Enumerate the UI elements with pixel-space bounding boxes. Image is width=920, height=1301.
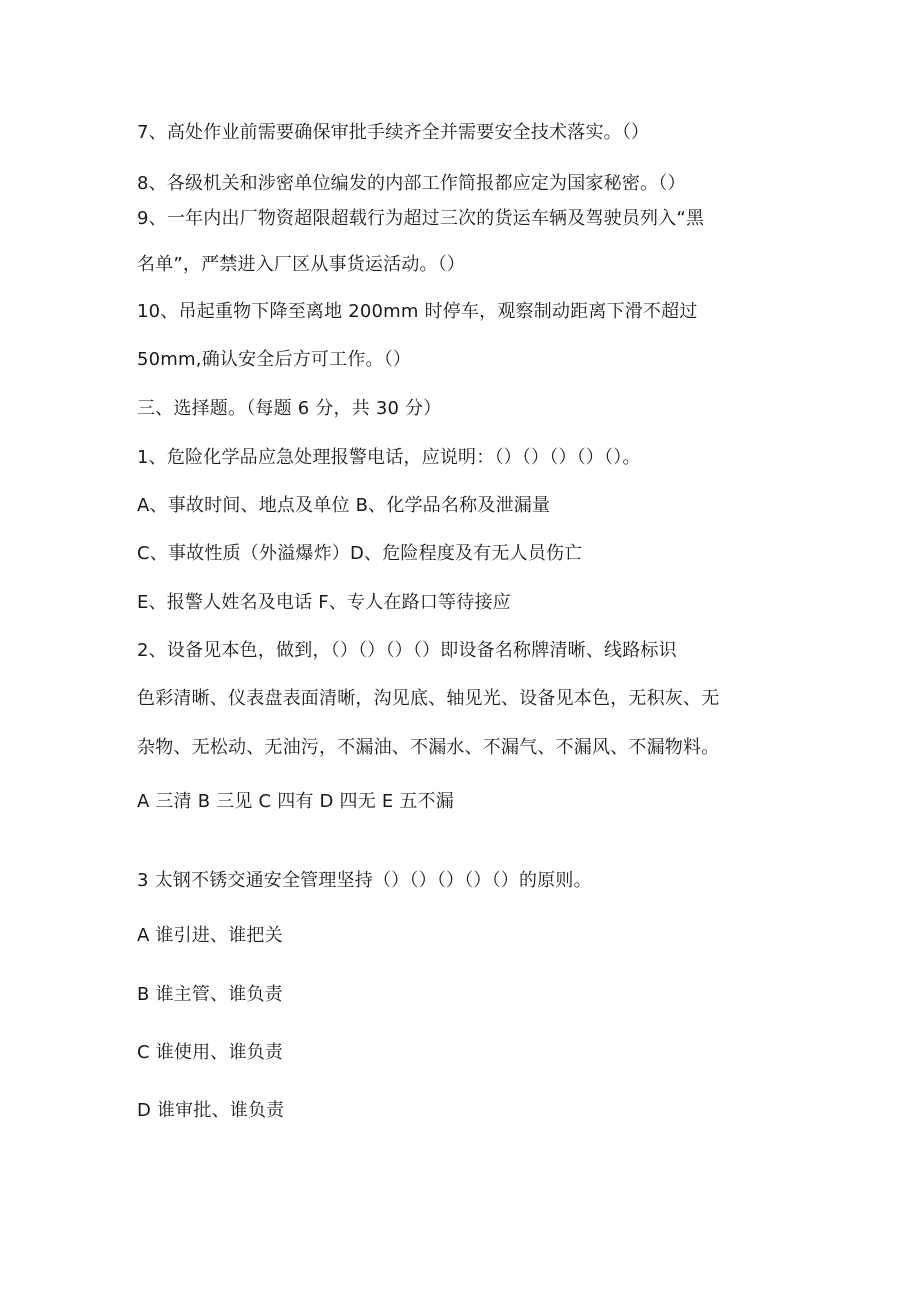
choice-1-options-ef: E、报警人姓名及电话 F、专人在路口等待接应 — [137, 592, 511, 613]
choice-3-option-a: A 谁引进、谁把关 — [137, 925, 283, 946]
question-9-line-2: 名单”，严禁进入厂区从事货运活动。（） — [137, 254, 466, 275]
question-9-line-1: 9、一年内出厂物资超限超载行为超过三次的货运车辆及驾驶员列入“黑 — [137, 208, 705, 229]
question-7: 7、高处作业前需要确保审批手续齐全并需要安全技术落实。（） — [137, 122, 650, 143]
choice-question-1: 1、危险化学品应急处理报警电话，应说明：（）（）（）（）（）。 — [137, 447, 641, 468]
choice-question-2-line-2: 色彩清晰、仪表盘表面清晰，沟见底、轴见光、设备见本色，无积灰、无 — [137, 688, 720, 709]
choice-3-option-d: D 谁审批、谁负责 — [137, 1100, 285, 1121]
choice-question-3: 3 太钢不锈交通安全管理坚持（）（）（）（）（）的原则。 — [137, 870, 592, 891]
choice-3-option-c: C 谁使用、谁负责 — [137, 1042, 284, 1063]
choice-3-option-b: B 谁主管、谁负责 — [137, 984, 283, 1005]
section-heading: 三、选择题。（每题 6 分，共 30 分） — [137, 398, 442, 419]
question-10-line-1: 10、吊起重物下降至离地 200mm 时停车，观察制动距离下滑不超过 — [137, 301, 698, 322]
choice-question-2-line-1: 2、设备见本色，做到，（）（）（）（）即设备名称牌清晰、线路标识 — [137, 640, 677, 661]
choice-1-options-cd: C、事故性质（外溢爆炸）D、危险程度及有无人员伤亡 — [137, 543, 583, 564]
choice-1-options-ab: A、事故时间、地点及单位 B、化学品名称及泄漏量 — [137, 495, 551, 516]
question-10-line-2: 50mm,确认安全后方可工作。（） — [137, 349, 412, 370]
question-8: 8、各级机关和涉密单位编发的内部工作简报都应定为国家秘密。（） — [137, 173, 686, 194]
choice-2-options: A 三清 B 三见 C 四有 D 四无 E 五不漏 — [137, 791, 454, 812]
choice-question-2-line-3: 杂物、无松动、无油污，不漏油、不漏水、不漏气、不漏风、不漏物料。 — [137, 737, 720, 758]
